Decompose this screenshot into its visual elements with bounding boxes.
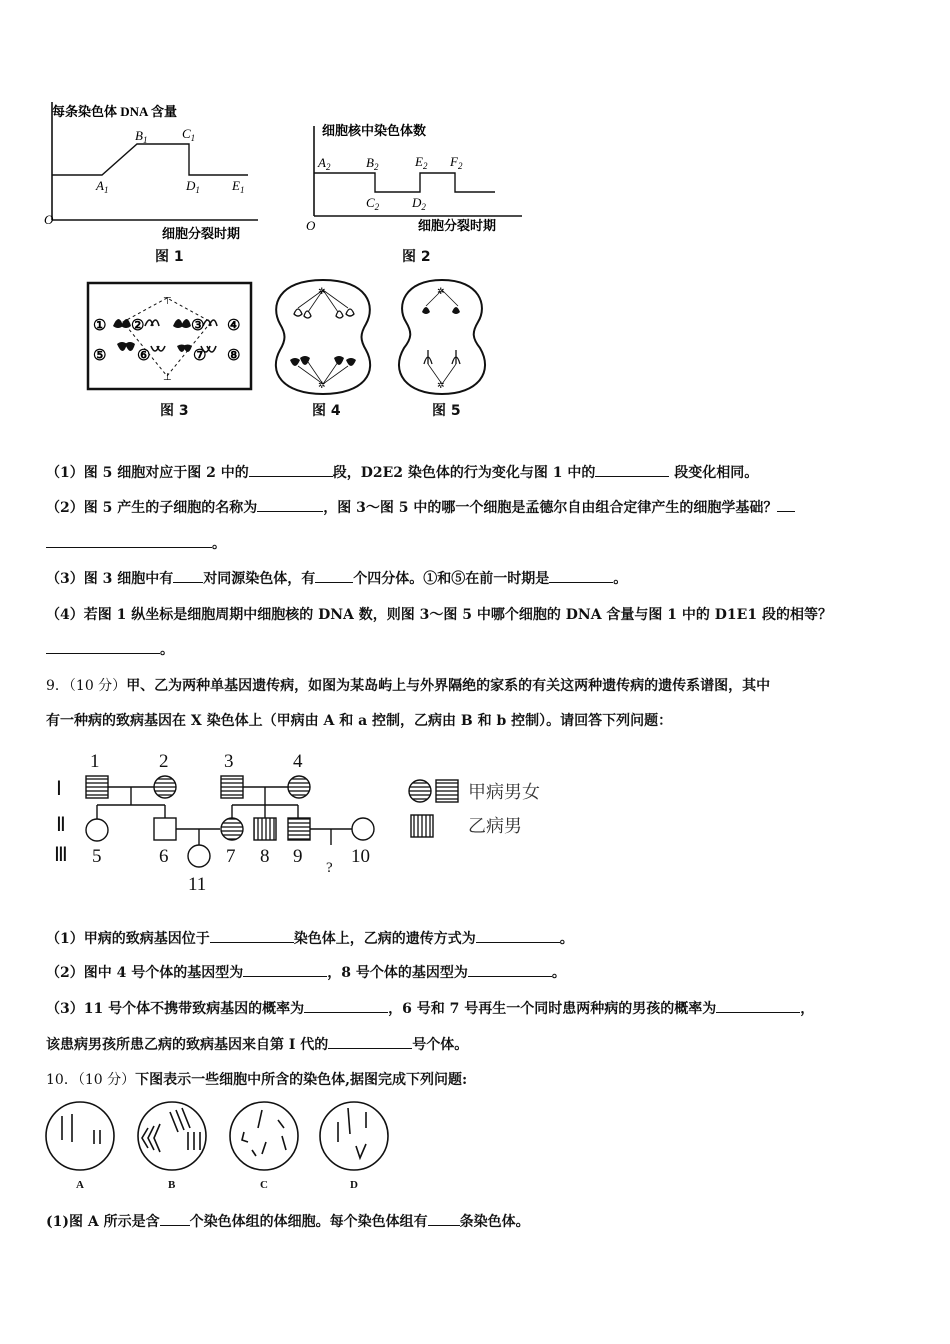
id-11: 11 [188, 874, 207, 895]
q10-blank-2[interactable] [428, 1213, 460, 1226]
fig3-num-7: ⑦ [193, 348, 207, 364]
q9-line-4: 该患病男孩所患乙病的致病基因来自第 I 代的 号个体。 [46, 1037, 469, 1053]
svg-text:✲: ✲ [318, 380, 326, 390]
fig1-point-d1: $D_1$ [186, 178, 200, 195]
individual-7 [221, 818, 243, 840]
fig3-num-4: ④ [227, 318, 241, 334]
individual-11 [188, 845, 210, 867]
svg-text:⊥: ⊥ [163, 372, 172, 383]
id-9: 9 [293, 846, 303, 867]
fig1-point-a1: $A_1$ [96, 178, 109, 195]
unknown-child: ? [326, 860, 333, 876]
q8-blank-4-cont[interactable] [46, 535, 212, 548]
q8-blank-4[interactable] [777, 499, 795, 512]
legend-female-disease-a-icon [409, 780, 431, 802]
q8-line-3: （3）图 3 细胞中有 对同源染色体，有 个四分体。①和⑤在前一时期是 。 [46, 571, 628, 587]
cell-b-label: B [168, 1179, 176, 1191]
figure-5-cell [392, 278, 492, 396]
q9-blank-4[interactable] [468, 964, 552, 977]
cell-c [230, 1102, 298, 1170]
figure-1-graph [40, 96, 265, 241]
legend-disease-b-label: 乙病男 [468, 816, 522, 836]
q8-line-2: （2）图 5 产生的子细胞的名称为 ，图 3～图 5 中的哪一个细胞是孟德尔自由组合定律产生的细胞学基础？ [46, 497, 795, 517]
q8-line-1: （1）图 5 细胞对应于图 2 中的 段，D2E2 染色体的行为变化与图 1 中的 段变化相同。 [46, 465, 759, 481]
cell-a [46, 1102, 114, 1170]
q8-blank-2[interactable] [595, 464, 669, 477]
gen-III: Ⅲ [54, 844, 68, 866]
fig1-point-b1: $B_1$ [135, 128, 148, 145]
fig1-curve [52, 144, 248, 175]
cell-a-label: A [76, 1179, 84, 1191]
fig3-num-8: ⑧ [227, 348, 241, 364]
fig2-origin: O [306, 218, 316, 233]
svg-text:✲: ✲ [318, 286, 326, 296]
individual-3 [221, 776, 243, 798]
q10-line-1: (1)图 A 所示是含 个染色体组的体细胞。每个染色体组有 条染色体。 [46, 1214, 530, 1230]
q8-blank-3[interactable] [257, 499, 323, 512]
legend-disease-a-label: 甲病男女 [468, 782, 540, 802]
cell-d-label: D [350, 1179, 358, 1191]
fig1-origin: O [44, 212, 54, 227]
gen-II: Ⅱ [56, 814, 66, 836]
fig2-point-e2: $E_2$ [415, 154, 428, 171]
fig3-num-6: ⑥ [137, 348, 151, 364]
pedigree-chart [52, 745, 572, 895]
fig1-caption: 图 1 [155, 249, 184, 265]
fig2-curve [314, 173, 495, 192]
q8-line-4: （4）若图 1 纵坐标是细胞周期中细胞核的 DNA 数，则图 3～图 5 中哪个细胞的 DNA 含量与图 1 中的 D1E1 段的相等？ [46, 607, 832, 623]
fig1-point-e1: $E_1$ [232, 178, 245, 195]
chromosome-cells-figure [40, 1098, 400, 1194]
q8-line-4-cont: 。 [46, 639, 174, 659]
q9-stem-line-2: 有一种病的致病基因在 X 染色体上（甲病由 A 和 a 控制，乙病由 B 和 b 控制）。请回答下列问题： [46, 713, 673, 729]
q8-blank-7[interactable] [549, 570, 613, 583]
q10-blank-1[interactable] [160, 1213, 190, 1226]
q9-line-3: （3）11 号个体不携带致病基因的概率为 ，6 号和 7 号再生一个同时患两种病的男孩的概率为 ， [46, 1001, 815, 1017]
fig1-x-label: 细胞分裂时期 [162, 226, 241, 241]
q9-line-1: （1）甲病的致病基因位于 染色体上，乙病的遗传方式为 。 [46, 931, 574, 947]
legend-male-disease-b-icon [411, 815, 433, 837]
individual-9 [288, 818, 310, 840]
individual-4 [288, 776, 310, 798]
id-3: 3 [224, 751, 234, 772]
figure-2-graph [300, 118, 530, 238]
fig2-y-label: 细胞核中染色体数 [322, 123, 427, 138]
q8-line-2-cont: 。 [46, 533, 226, 553]
id-6: 6 [159, 846, 169, 867]
q9-blank-2[interactable] [476, 930, 560, 943]
id-7: 7 [226, 846, 236, 867]
fig3-caption: 图 3 [160, 403, 189, 419]
q9-blank-1[interactable] [210, 930, 294, 943]
fig2-point-a2: $A_2$ [318, 155, 331, 172]
fig4-caption: 图 4 [312, 403, 341, 419]
q8-blank-5[interactable] [173, 570, 203, 583]
q9-blank-3[interactable] [243, 964, 327, 977]
id-10: 10 [351, 846, 370, 867]
svg-text:✲: ✲ [437, 286, 445, 296]
q9-line-2: （2）图中 4 号个体的基因型为 ，8 号个体的基因型为 。 [46, 965, 566, 981]
figure-4-cell [268, 278, 378, 396]
svg-text:✲: ✲ [437, 380, 445, 390]
individual-1 [86, 776, 108, 798]
fig5-caption: 图 5 [432, 403, 461, 419]
q9-stem-line-1: 9．（10 分）甲、乙为两种单基因遗传病，如图为某岛屿上与外界隔绝的家系的有关这两种遗传病的遗传系谱图，其中 [46, 678, 771, 694]
q8-blank-8[interactable] [46, 641, 160, 654]
q8-blank-1[interactable] [249, 464, 333, 477]
fig3-num-3: ③ [191, 318, 205, 334]
q9-blank-6[interactable] [716, 1000, 800, 1013]
id-5: 5 [92, 846, 102, 867]
individual-6 [154, 818, 176, 840]
id-1: 1 [90, 751, 100, 772]
svg-text:⊤: ⊤ [163, 296, 172, 307]
id-4: 4 [293, 751, 303, 772]
q8-blank-6[interactable] [315, 570, 353, 583]
cell-d [320, 1102, 388, 1170]
individual-5 [86, 819, 108, 841]
legend-male-disease-a-icon [436, 780, 458, 802]
fig2-point-f2: $F_2$ [450, 154, 463, 171]
fig1-point-c1: $C_1$ [182, 126, 196, 143]
id-8: 8 [260, 846, 270, 867]
fig2-point-b2: $B_2$ [366, 155, 379, 172]
q10-stem: 10．（10 分）下图表示一些细胞中所含的染色体,据图完成下列问题: [46, 1072, 468, 1088]
individual-2 [154, 776, 176, 798]
figure-3-cell [85, 280, 255, 392]
fig3-num-5: ⑤ [93, 348, 107, 364]
cell-c-label: C [260, 1179, 268, 1191]
fig3-num-1: ① [93, 318, 107, 334]
fig3-num-2: ② [131, 318, 145, 334]
gen-I: Ⅰ [56, 778, 62, 800]
individual-10 [352, 818, 374, 840]
fig2-x-label: 细胞分裂时期 [418, 218, 497, 233]
fig2-point-d2: $D_2$ [412, 195, 426, 212]
fig2-caption: 图 2 [402, 249, 431, 265]
fig2-point-c2: $C_2$ [366, 195, 380, 212]
id-2: 2 [159, 751, 169, 772]
q9-blank-7[interactable] [328, 1036, 412, 1049]
fig1-y-label: 每条染色体 DNA 含量 [52, 104, 177, 119]
q9-blank-5[interactable] [304, 1000, 388, 1013]
individual-8 [254, 818, 276, 840]
